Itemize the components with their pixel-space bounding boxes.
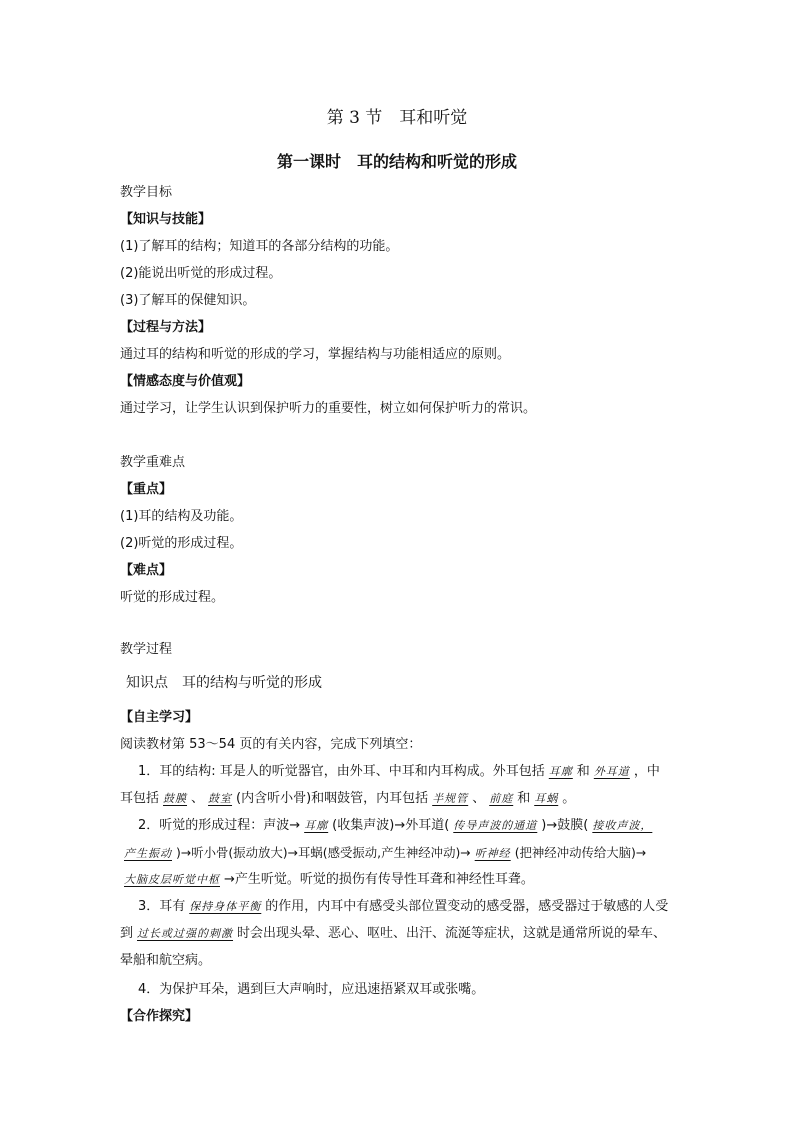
q2-text: )→鼓膜( (541, 818, 589, 833)
answer-blank: 过长或过强的刺激 (137, 927, 234, 940)
answer-blank: 前庭 (489, 792, 514, 805)
question-1-line-2 (120, 790, 575, 808)
answer-blank: 耳廓 (548, 765, 573, 778)
q1-text: 和 (576, 764, 590, 779)
q1-text: 和 (517, 791, 531, 806)
q2-text: →产生听觉。听觉的损伤有传导性耳聋和神经性耳聋。 (224, 872, 534, 887)
q1-text: 、 (472, 791, 486, 806)
knowledge-item: (3)了解耳的保健知识。 (120, 293, 256, 308)
answer-blank: 接收声波， (592, 819, 653, 832)
q3-text: 3．耳有 (138, 899, 186, 914)
question-2-line-1 (138, 817, 656, 835)
question-3-line-2 (120, 925, 666, 943)
knowledge-item: (2)能说出听觉的形成过程。 (120, 266, 282, 281)
q1-text: 1．耳的结构: 耳是人的听觉器官，由外耳、中耳和内耳构成。外耳包括 (138, 764, 545, 779)
q1-text: 耳包括 (120, 791, 160, 806)
q2-text: (把神经冲动传给大脑)→ (514, 845, 647, 860)
key-heading: 【重点】 (120, 482, 173, 497)
attitude-text: 通过学习，让学生认识到保护听力的重要性，树立如何保护听力的常识。 (120, 401, 537, 416)
self-study-heading: 【自主学习】 (120, 710, 199, 725)
difficult-heading: 【难点】 (120, 563, 173, 578)
objectives-heading: 教学目标 (120, 185, 173, 200)
answer-blank: 外耳道 (593, 765, 630, 778)
answer-blank: 大脑皮层听觉中枢 (124, 873, 220, 886)
answer-blank: 鼓膜 (163, 792, 188, 805)
answer-blank: 半规管 (432, 792, 469, 805)
answer-blank: 保持身体平衡 (189, 900, 262, 913)
self-study-intro: 阅读教材第 53～54 页的有关内容，完成下列填空： (120, 737, 422, 752)
question-3-line-1 (138, 898, 668, 916)
knowledge-heading: 【知识与技能】 (120, 212, 212, 227)
q2-text: (收集声波)→外耳道( (332, 818, 450, 833)
answer-blank: 鼓室 (208, 792, 233, 805)
answer-blank: 耳廓 (304, 819, 329, 832)
answer-blank: 听神经 (474, 847, 511, 860)
q2-text: 2．听觉的形成过程：声波→ (138, 818, 301, 833)
answer-blank: 产生振动 (124, 847, 172, 860)
process-text: 通过耳的结构和听觉的形成的学习，掌握结构与功能相适应的原则。 (120, 347, 511, 362)
key-item: (2)听觉的形成过程。 (120, 536, 243, 551)
q1-text: 、 (191, 791, 205, 806)
q2-text: )→听小骨(振动放大)→耳蜗(感受振动,产生神经冲动)→ (176, 845, 471, 860)
answer-blank: 耳蜗 (534, 792, 559, 805)
page-title: 第 3 节 耳和听觉 (326, 108, 468, 128)
page-subtitle: 第一课时 耳的结构和听觉的形成 (276, 152, 517, 171)
key-difficult-heading: 教学重难点 (120, 455, 186, 470)
q3-text: 时会出现头晕、恶心、呕吐、出汗、流涎等症状，这就是通常所说的晕车、 (237, 926, 667, 941)
question-4: 4．为保护耳朵，遇到巨大声响时，应迅速捂紧双耳或张嘴。 (138, 982, 485, 997)
knowledge-point-title: 知识点 耳的结构与听觉的形成 (126, 675, 322, 691)
answer-blank: 传导声波的通道 (453, 819, 538, 832)
question-1-line-1 (138, 763, 660, 781)
q3-text: 的作用，内耳中有感受头部位置变动的感受器，感受器过于敏感的人受 (265, 899, 669, 914)
knowledge-item: (1)了解耳的结构；知道耳的各部分结构的功能。 (120, 239, 399, 254)
question-2-line-2 (120, 844, 646, 863)
key-item: (1)耳的结构及功能。 (120, 509, 243, 524)
process-teaching-heading: 教学过程 (120, 642, 173, 657)
q1-text: (内含听小骨)和咽鼓管，内耳包括 (236, 791, 429, 806)
question-3-line-3: 晕船和航空病。 (120, 953, 212, 968)
cooperate-heading: 【合作探究】 (120, 1009, 199, 1024)
q1-text: ，中 (633, 764, 660, 779)
difficult-text: 听觉的形成过程。 (120, 590, 225, 605)
attitude-heading: 【情感态度与价值观】 (120, 374, 251, 389)
question-2-line-3 (120, 871, 534, 889)
q3-text: 到 (120, 926, 134, 941)
q1-text: 。 (562, 791, 576, 806)
process-heading: 【过程与方法】 (120, 320, 212, 335)
